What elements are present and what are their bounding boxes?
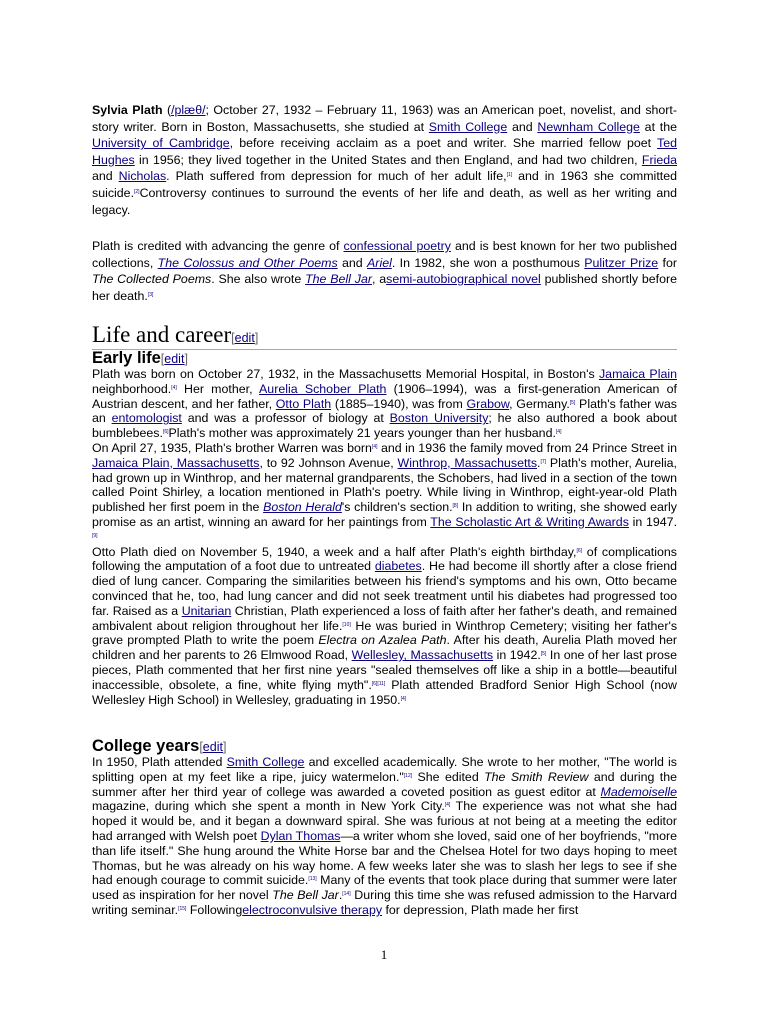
pulitzer-prize-link[interactable]: Pulitzer Prize [584, 255, 659, 270]
citation-link[interactable]: [1] [506, 172, 513, 179]
otto-plath-link[interactable]: Otto Plath [275, 396, 332, 411]
citation-link[interactable]: [4] [400, 695, 407, 702]
college-years-body [92, 755, 677, 918]
section-heading-life-and-career: Life and career[edit] [92, 321, 677, 350]
frieda-link[interactable]: Frieda [641, 152, 677, 167]
citation-link[interactable]: [4] [444, 802, 451, 809]
citation-link[interactable]: [7] [540, 458, 547, 465]
jamaica-plain-massachusetts-link[interactable]: Jamaica Plain, Massachusetts [92, 455, 260, 470]
aurelia-plath-link[interactable]: Aurelia Schober Plath [259, 381, 387, 396]
electroconvulsive-therapy-link[interactable]: electroconvulsive therapy [242, 902, 383, 917]
citation-link[interactable]: [6][11] [371, 680, 386, 687]
citation-link[interactable]: [5] [569, 399, 576, 406]
ariel-link[interactable]: Ariel [367, 255, 392, 270]
nicholas-link[interactable]: Nicholas [118, 169, 167, 184]
mademoiselle-link[interactable]: Mademoiselle [600, 784, 677, 799]
scholastic-awards-link[interactable]: The Scholastic Art & Writing Awards [430, 514, 629, 529]
early-life-paragraph-1: Plath was born on October 27, 1932, in the Massachusetts Memorial Hospital, in Boston's Jamaica Plain neighborhood.[4] Her mother, Aurelia Schober Plath (1906–1994), was a first-generation American of Austrian descent, and her father, Otto Plath (1885–1940), was from Grabow, Germany.[5] Plath's father was an entomologist and was a professor of biology at Boston University; he also authored a book about bumblebees.[6]Plath's mother was approximately 21 years younger than her husband.[4] [92, 367, 677, 441]
boston-university-link[interactable]: Boston University [389, 411, 489, 426]
edit-section-link[interactable]: [edit] [199, 740, 227, 754]
citation-link[interactable]: [13] [308, 876, 317, 883]
citation-link[interactable]: [5] [540, 651, 547, 658]
colossus-link[interactable]: The Colossus and Other Poems [157, 255, 338, 270]
college-years-paragraph-1: In 1950, Plath attended Smith College and excelled academically. She wrote to her mother, "The world is splitting open at my feet like a ripe, juicy watermelon."[12] She edited The Smith Review and during the summer after her third year of college was awarded a coveted position as guest editor at Mademoiselle magazine, during which she spent a month in New York City.[4] The experience was not what she had hoped it would be, and it began a downward spiral. She was furious at not being at a meeting the editor had arranged with Welsh poet Dylan Thomas—a writer whom she loved, said one of her boyfriends, "more than life itself." She hung around the White Horse bar and the Chelsea Hotel for two days hoping to meet Thomas, but he was already on his way home. A few weeks later she was to slash her legs to see if she had enough courage to commit suicide.[13] Many of the events that took place during that summer were later used as inspiration for her novel The Bell Jar.[14] During this time she was refused admission to the Harvard writing seminar.[15] Followingelectroconvulsive therapy for depression, Plath made her first [92, 755, 678, 917]
jamaica-plain-link[interactable]: Jamaica Plain [598, 367, 677, 381]
boston-herald-link[interactable]: Boston Herald [263, 500, 342, 515]
semi-autobiographical-novel-link[interactable]: semi-autobiographical novel [386, 272, 541, 287]
entomologist-link[interactable]: entomologist [111, 411, 182, 426]
wellesley-massachusetts-link[interactable]: Wellesley, Massachusetts [351, 648, 494, 663]
newnham-college-link[interactable]: Newnham College [537, 119, 640, 134]
smith-college-link[interactable]: Smith College [226, 755, 305, 769]
citation-link[interactable]: [2] [134, 188, 140, 195]
winthrop-massachusetts-link[interactable]: Winthrop, Massachusetts [397, 455, 538, 470]
edit-section-link[interactable]: [edit] [160, 352, 188, 366]
page-number: 1 [380, 947, 388, 962]
grabow-link[interactable]: Grabow [466, 396, 510, 411]
dylan-thomas-link[interactable]: Dylan Thomas [260, 828, 341, 843]
citation-link[interactable]: [4] [555, 429, 562, 436]
subject-name: Sylvia Plath [92, 103, 163, 117]
diabetes-link[interactable]: diabetes [374, 559, 422, 574]
ipa-link[interactable]: /plæθ/ [171, 103, 206, 117]
citation-link[interactable]: [3] [147, 291, 154, 298]
bell-jar-link[interactable]: The Bell Jar [305, 272, 372, 287]
citation-link[interactable]: [12] [403, 772, 413, 779]
edit-section-link[interactable]: [edit] [231, 331, 259, 345]
citation-link[interactable]: [4] [171, 384, 177, 391]
subsection-heading-college-years: College years[edit] [92, 737, 227, 755]
early-life-body [92, 367, 677, 707]
ted-hughes-link[interactable]: Ted Hughes [92, 136, 677, 167]
citation-link[interactable]: [6] [576, 547, 583, 554]
citation-link[interactable]: [4] [371, 443, 378, 450]
citation-link[interactable]: [10] [342, 621, 351, 628]
subsection-heading-early-life: Early life[edit] [92, 349, 188, 367]
citation-link[interactable]: [8] [452, 503, 459, 510]
intro-paragraph-1: Sylvia Plath (/plæθ/; October 27, 1932 – February 11, 1963) was an American poet, novelist, and short-story writer. Born in Boston, Massachusetts, she studied at Smith College and Newnham College at the University of Cambridge, before receiving acclaim as a poet and writer. She married fellow poet Ted Hughes in 1956; they lived together in the United States and then England, and had two children, Frieda and Nicholas. Plath suffered from depression for much of her adult life,[1] and in 1963 she committed suicide.[2]Controversy continues to surround the events of her life and death, as well as her writing and legacy. [92, 103, 677, 217]
citation-link[interactable]: [9] [92, 532, 98, 539]
early-life-paragraph-3: Otto Plath died on November 5, 1940, a week and a half after Plath's eighth birthday,[6] of complications following the amputation of a foot due to untreated diabetes. He had become ill shortly after a close friend died of lung cancer. Comparing the similarities between his friend's symptoms and his own, Otto became convinced that he, too, had lung cancer and did not seek treatment until his diabetes had progressed too far. Raised as a Unitarian Christian, Plath experienced a loss of faith after her father's death, and remained ambivalent about religion throughout her life.[10] He was buried in Winthrop Cemetery; visiting her father's grave prompted Plath to write the poem Electra on Azalea Path. After his death, Aurelia Plath moved her children and her parents to 26 Elmwood Road, Wellesley, Massachusetts in 1942.[5] In one of her last prose pieces, Plath commented that her first nine years "sealed themselves off like a ship in a bottle—beautiful inaccessible, obsolete, a fine, white flying myth".[6][11] Plath attended Bradford Senior High School (now Wellesley High School) in Wellesley, graduating in 1950.[4] [92, 544, 678, 707]
early-life-paragraph-2: On April 27, 1935, Plath's brother Warren was born[4] and in 1936 the family moved from 24 Prince Street in Jamaica Plain, Massachusetts, to 92 Johnson Avenue, Winthrop, Massachusetts.[7] Plath's mother, Aurelia, had grown up in Winthrop, and her maternal grandparents, the Schobers, had lived in a section of the town called Point Shirley, a location mentioned in Plath's poetry. While living in Winthrop, eight-year-old Plath published her first poem in the Boston Herald's children's section.[8] In addition to writing, she showed early promise as an artist, winning an award for her paintings from The Scholastic Art & Writing Awards in 1947.[9] [92, 440, 678, 539]
citation-link[interactable]: [15] [178, 905, 187, 912]
confessional-poetry-link[interactable]: confessional poetry [343, 239, 451, 253]
intro-paragraph-2: Plath is credited with advancing the genre of confessional poetry and is best known for her two published collections, The Colossus and Other Poems and Ariel. In 1982, she won a posthumous Pulitzer Prize for The Collected Poems. She also wrote The Bell Jar, asemi-autobiographical novel published shortly before her death.[3] [92, 239, 678, 303]
unitarian-link[interactable]: Unitarian [181, 603, 232, 618]
citation-link[interactable]: [14] [342, 891, 351, 898]
citation-link[interactable]: [6] [162, 429, 169, 436]
smith-college-link[interactable]: Smith College [428, 119, 508, 134]
cambridge-link[interactable]: University of Cambridge [92, 136, 230, 151]
